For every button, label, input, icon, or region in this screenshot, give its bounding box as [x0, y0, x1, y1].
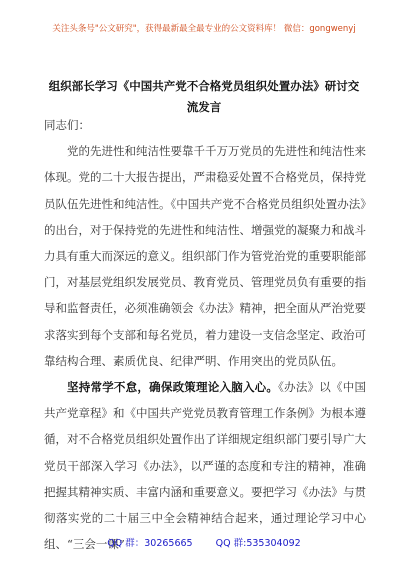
qq-group-2: QQ 群:535304092 — [215, 538, 301, 549]
header-notice: 关注头条号"公文研究"，获得最新最全最专业的公文资料库！ 微信：gongwenyj — [52, 24, 356, 34]
document-body — [44, 112, 366, 557]
qq-group-1: QQ 群：30265665 — [107, 538, 193, 549]
paragraph-1: 党的先进性和纯洁性要靠千千万万党员的先进性和纯洁性来体现。党的二十大报告提出，严肃稳妥处置不合格党员，保持党员队伍先进性和纯洁性。《中国共产党不合格党员组织处置办法》的出台，对于保持党的先进性和纯洁性、增强党的凝聚力和战斗力具有重大而深远的意义。组织部门作为管党治党的重要职能部门，对基层党组织发展党员、教育党员、管理党员负有重要的指导和监督责任，必须准确领会《办法》精神，把全面从严治党要求落实到每个支部和每名党员，着力建设一支信念坚定、政治可靠结构合理、素质优良、纪律严明、作用突出的党员队伍。 — [44, 144, 366, 368]
paragraph-2 — [44, 374, 366, 557]
paragraph-2-lead: 坚持常学不怠，确保政策理论入脑入心。 — [67, 380, 279, 395]
paragraph-2-text: 《办法》以《中国共产党章程》和《中国共产党党员教育管理工作条例》为根本遵循，对不合格党员组织处置作出了详细规定组织部门要引导广大党员干部深入学习《办法》，以严谨的态度和专注的精神，准确把握其精神实质、丰富内涵和重要意义。要把学习《办法》与贯彻落实党的二十届三中全会精神结合起来，通过理论学习中心组、“三会一课” — [44, 380, 366, 552]
greeting: 同志们： — [44, 118, 90, 132]
document-title: 组织部长学习《中国共产党不合格党员组织处置办法》研讨交流发言 — [48, 79, 360, 114]
footer-contact — [0, 535, 408, 549]
